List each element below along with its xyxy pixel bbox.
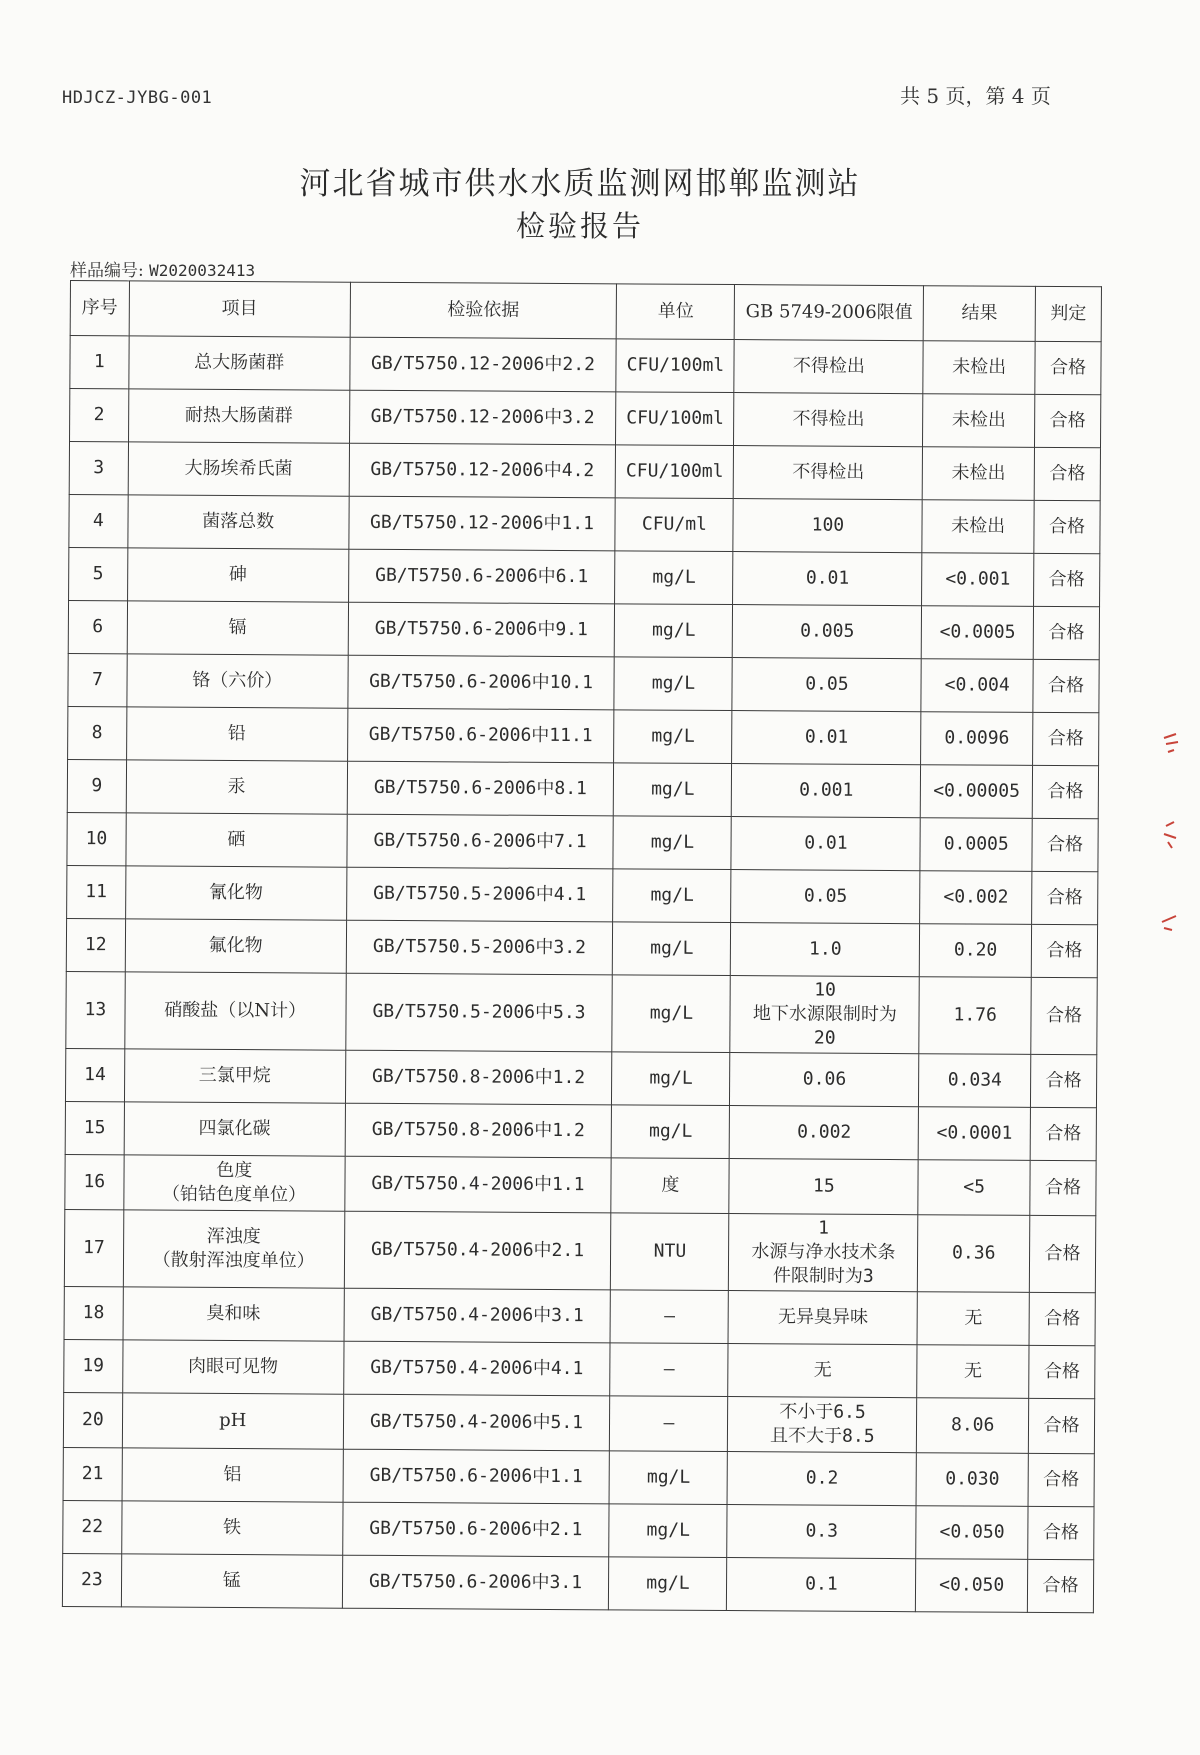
cell-basis: GB/T5750.6-2006中7.1 [347,814,614,869]
cell-no: 17 [64,1209,123,1286]
cell-no: 4 [69,494,128,547]
cell-limit [728,1344,917,1398]
cell-item [128,495,349,549]
table-row [63,1392,1094,1453]
cell-limit [727,1452,916,1506]
cell-item-line: 色度 [216,1159,253,1182]
cell-basis: GB/T5750.5-2006中3.2 [346,920,613,975]
cell-limit-line: 0.01 [804,726,849,748]
cell-basis: GB/T5750.4-2006中1.1 [344,1156,611,1213]
cell-item [125,866,346,920]
cell-unit: mg/L [612,975,731,1053]
cell-limit-line: 0.3 [805,1520,839,1542]
cell-item [122,1340,343,1394]
cell-judgement: 合格 [1027,1559,1093,1612]
table-row [68,706,1099,765]
cell-no: 5 [69,547,128,600]
cell-judgement: 合格 [1032,871,1098,924]
report-title: 河北省城市供水水质监测网邯郸监测站 [299,166,861,202]
cell-limit [732,764,921,818]
cell-no: 11 [67,865,126,918]
cell-limit [729,1214,918,1292]
cell-judgement: 合格 [1032,818,1098,871]
cell-item-line: 耐热大肠菌群 [184,404,293,427]
cell-judgement: 合格 [1034,500,1100,553]
cell-result: 0.034 [919,1054,1031,1108]
cell-basis: GB/T5750.4-2006中4.1 [343,1341,610,1396]
cell-limit [730,1106,919,1160]
cell-item-line: 铅 [227,722,246,745]
cell-limit [732,658,921,712]
cell-result: 未检出 [923,341,1035,395]
cell-basis: GB/T5750.6-2006中10.1 [348,655,615,710]
table-row [64,1286,1095,1345]
table-row [69,494,1100,553]
cell-no: 19 [64,1339,123,1392]
inspection-table [62,280,1102,1613]
cell-item-line: 硒 [227,828,246,851]
table-row [66,971,1097,1054]
cell-limit [733,499,922,553]
cell-item-line: 总大肠菌群 [194,351,285,374]
red-seal-fragment [1160,730,1184,950]
cell-unit: mg/L [614,657,732,711]
cell-item-line: pH [219,1409,247,1432]
cell-result: <0.0001 [918,1107,1030,1161]
header-judgement: 判定 [1035,286,1101,341]
cell-judgement: 合格 [1035,394,1101,447]
cell-result: <0.002 [920,871,1032,925]
cell-result: <0.001 [922,553,1034,607]
cell-judgement: 合格 [1028,1453,1094,1506]
cell-no: 21 [63,1447,122,1500]
cell-result: <5 [918,1160,1030,1216]
cell-judgement: 合格 [1030,1160,1096,1215]
page-count: 共 5 页，第 4 页 [900,84,1051,108]
cell-unit: 度 [611,1158,729,1214]
cell-result: 1.76 [919,977,1031,1055]
cell-item [125,972,346,1050]
cell-unit: mg/L [609,1557,727,1611]
cell-item [121,1554,342,1608]
table-row [63,1500,1094,1559]
cell-limit-line: 不得检出 [792,408,865,430]
cell-basis: GB/T5750.12-2006中2.2 [349,337,616,392]
cell-judgement: 合格 [1031,924,1097,977]
cell-basis: GB/T5750.8-2006中1.2 [345,1103,612,1158]
cell-judgement: 合格 [1028,1506,1094,1559]
cell-item [126,813,347,867]
cell-item [126,760,347,814]
cell-judgement: 合格 [1029,1292,1095,1345]
cell-item [127,654,348,708]
cell-limit-line: 无异臭异味 [778,1306,869,1328]
cell-item [128,442,349,496]
cell-item [124,1155,345,1211]
cell-basis: GB/T5750.12-2006中1.1 [348,496,615,551]
cell-result: 未检出 [922,500,1034,554]
cell-result: 0.36 [918,1215,1030,1293]
cell-judgement: 合格 [1029,1215,1095,1292]
cell-item-line: 肉眼可见物 [187,1355,279,1378]
cell-judgement: 合格 [1028,1398,1094,1453]
cell-unit: — [610,1396,728,1452]
cell-basis: GB/T5750.4-2006中2.1 [344,1211,611,1290]
cell-item-line: 三氯甲烷 [198,1064,271,1087]
cell-no: 7 [68,653,127,706]
sample-number-label: 样品编号: [70,261,144,281]
cell-item [123,1210,344,1288]
cell-limit-line: 0.005 [800,620,855,642]
cell-limit-line: 0.05 [803,885,848,907]
cell-unit: — [610,1343,728,1397]
cell-limit [734,446,923,500]
cell-no: 6 [68,600,127,653]
cell-limit-line: 0.1 [805,1573,838,1595]
cell-basis: GB/T5750.4-2006中5.1 [343,1394,610,1451]
cell-limit-line: 无 [813,1359,832,1381]
cell-item-line: 铝 [223,1463,242,1486]
cell-limit [731,870,920,924]
cell-unit: mg/L [615,551,733,605]
cell-item-line: 镉 [228,616,247,639]
cell-no: 10 [67,812,126,865]
cell-basis: GB/T5750.6-2006中11.1 [347,708,614,763]
cell-limit [728,1291,917,1345]
cell-unit: mg/L [612,1105,730,1159]
cell-limit [733,605,922,659]
cell-limit-line: 0.01 [804,832,848,854]
cell-limit [730,1053,919,1107]
cell-no: 18 [64,1286,123,1339]
cell-item [125,919,346,973]
cell-limit-line: 100 [811,514,845,536]
cell-item-line: （散射浑浊度单位） [152,1249,315,1272]
cell-limit [732,711,921,765]
cell-unit: mg/L [613,816,731,870]
cell-item-line: 浑浊度 [206,1225,261,1248]
cell-limit [733,552,922,606]
cell-limit-line: 15 [812,1175,835,1197]
cell-limit-line: 且不大于8.5 [770,1425,875,1447]
cell-basis: GB/T5750.6-2006中3.1 [342,1555,609,1610]
cell-no: 16 [65,1154,124,1209]
cell-limit-line: 不得检出 [792,461,865,483]
cell-judgement: 合格 [1035,341,1101,394]
cell-judgement: 合格 [1034,447,1100,500]
cell-judgement: 合格 [1032,765,1098,818]
cell-judgement: 合格 [1033,712,1099,765]
cell-item [129,336,350,390]
cell-result: <0.050 [916,1506,1028,1560]
table-row [67,865,1098,924]
cell-limit [729,1159,918,1215]
cell-unit: — [610,1290,728,1344]
cell-limit-line: 水源与净水技术条 [751,1241,896,1264]
table-row [65,1048,1096,1107]
cell-item [121,1501,342,1555]
cell-item [124,1049,345,1103]
cell-limit-line: 件限制时为3 [772,1265,874,1287]
cell-limit-line: 0.05 [805,673,849,695]
table-row [64,1209,1095,1292]
cell-limit-line: 1 [818,1217,830,1239]
cell-unit: CFU/100ml [616,392,734,446]
cell-basis: GB/T5750.6-2006中2.1 [342,1502,609,1557]
cell-item-line: 铁 [222,1516,242,1539]
header-no: 序号 [70,281,129,336]
cell-item [122,1393,343,1449]
cell-basis: GB/T5750.8-2006中1.2 [345,1050,612,1105]
cell-basis: GB/T5750.6-2006中9.1 [348,602,615,657]
table-row [68,600,1099,659]
sample-number [70,256,255,281]
table-row [70,389,1101,448]
table-row [65,1154,1096,1215]
cell-judgement: 合格 [1029,1345,1095,1398]
cell-unit: mg/L [614,763,732,817]
cell-unit: mg/L [612,1052,730,1106]
cell-no: 20 [63,1392,122,1447]
table-row [69,547,1100,606]
cell-unit: mg/L [615,604,733,658]
cell-no: 22 [63,1500,122,1553]
cell-judgement: 合格 [1034,553,1100,606]
table-row [62,1553,1093,1612]
cell-limit-line: 0.01 [805,567,850,589]
cell-item-line: （铂钴色度单位） [162,1183,307,1206]
cell-result: 0.030 [916,1453,1028,1507]
cell-item [123,1287,344,1341]
header-basis: 检验依据 [350,282,617,339]
table-row [67,812,1098,871]
cell-basis: GB/T5750.5-2006中5.3 [345,973,612,1052]
cell-limit [734,393,923,447]
header-unit: 单位 [617,284,735,340]
cell-limit [731,817,920,871]
cell-item [127,548,348,602]
table-row [70,336,1101,395]
cell-limit [727,1558,916,1612]
cell-basis: GB/T5750.4-2006中3.1 [344,1288,611,1343]
cell-no: 23 [62,1553,121,1606]
cell-no: 15 [65,1101,124,1154]
cell-limit [731,923,920,977]
cell-item-line: 硝酸盐（以N计） [164,999,307,1022]
cell-no: 2 [70,389,129,442]
header-limit: GB 5749-2006限值 [735,285,924,341]
cell-result: <0.050 [916,1559,1028,1613]
cell-limit-line: 20 [813,1027,836,1049]
table-row [65,1101,1096,1160]
cell-unit: mg/L [609,1504,727,1558]
cell-result: 无 [917,1292,1029,1346]
cell-item-line: 氰化物 [208,881,263,904]
cell-limit-line: 0.2 [805,1467,839,1489]
cell-limit [727,1505,916,1559]
cell-item-line: 砷 [228,563,247,586]
header-item: 项目 [129,281,350,337]
header-result: 结果 [923,286,1035,342]
table-row [67,759,1098,818]
cell-unit: CFU/100ml [616,339,734,393]
cell-limit-line: 10 [814,979,836,1001]
cell-limit-line: 0.001 [799,779,854,801]
cell-item [124,1102,345,1156]
cell-basis: GB/T5750.6-2006中6.1 [348,549,615,604]
cell-result: 无 [917,1345,1029,1399]
cell-basis: GB/T5750.12-2006中3.2 [349,390,616,445]
cell-result: 8.06 [917,1398,1029,1454]
cell-result: 0.0005 [920,818,1032,872]
cell-judgement: 合格 [1031,1054,1097,1107]
cell-judgement: 合格 [1033,659,1099,712]
table-row [68,653,1099,712]
table-header-row [70,281,1101,342]
cell-no: 3 [69,442,128,495]
cell-unit: mg/L [613,869,731,923]
cell-no: 14 [65,1048,124,1101]
cell-limit-line: 1.0 [808,938,842,960]
cell-no: 9 [67,759,126,812]
cell-limit-line: 0.002 [797,1121,852,1143]
cell-item [128,389,349,443]
cell-unit: mg/L [613,922,731,976]
cell-result: <0.0005 [922,606,1034,660]
cell-limit [730,976,919,1054]
cell-item [126,707,347,761]
cell-judgement: 合格 [1030,1107,1096,1160]
cell-basis: GB/T5750.6-2006中8.1 [347,761,614,816]
cell-no: 13 [66,971,125,1048]
cell-no: 1 [70,336,129,389]
cell-limit-line: 0.06 [802,1068,847,1090]
cell-result: 0.0096 [921,712,1033,766]
cell-judgement: 合格 [1033,606,1099,659]
table-row [66,918,1097,977]
table-row [63,1447,1094,1506]
cell-item [122,1448,343,1502]
table-row [69,442,1100,501]
cell-item-line: 大肠埃希氏菌 [184,457,293,480]
document-code: HDJCZ-JYBG-001 [62,88,213,108]
cell-item-line: 臭和味 [206,1302,261,1325]
cell-unit: NTU [611,1213,730,1291]
cell-limit-line: 不得检出 [792,355,865,377]
sample-number-value: W2020032413 [149,261,256,280]
cell-basis: GB/T5750.6-2006中1.1 [343,1449,610,1504]
cell-result: <0.00005 [921,765,1033,819]
table-row [64,1339,1095,1398]
cell-unit: mg/L [609,1451,727,1505]
cell-item-line: 氟化物 [208,934,263,957]
cell-no: 12 [66,918,125,971]
cell-result: 未检出 [923,447,1035,501]
cell-item [127,601,348,655]
cell-judgement: 合格 [1031,977,1097,1054]
cell-result: <0.004 [921,659,1033,713]
cell-limit-line: 不小于6.5 [779,1401,866,1423]
cell-unit: CFU/100ml [616,445,734,499]
cell-result: 未检出 [923,394,1035,448]
cell-limit [734,340,923,394]
cell-item-line: 四氯化碳 [198,1117,271,1140]
cell-result: 0.20 [920,924,1032,978]
cell-item-line: 汞 [227,775,246,798]
cell-basis: GB/T5750.5-2006中4.1 [346,867,613,922]
table-body [62,336,1101,1613]
cell-basis: GB/T5750.12-2006中4.2 [349,443,616,498]
cell-no: 8 [68,706,127,759]
cell-limit [728,1397,917,1453]
cell-unit: CFU/ml [615,498,733,552]
cell-item-line: 铬（六价） [192,669,283,692]
cell-unit: mg/L [614,710,732,764]
cell-limit-line: 地下水源限制时为 [752,1003,897,1026]
cell-item-line: 锰 [222,1569,241,1592]
report-subtitle: 检验报告 [515,209,644,243]
cell-item-line: 菌落总数 [202,510,275,533]
